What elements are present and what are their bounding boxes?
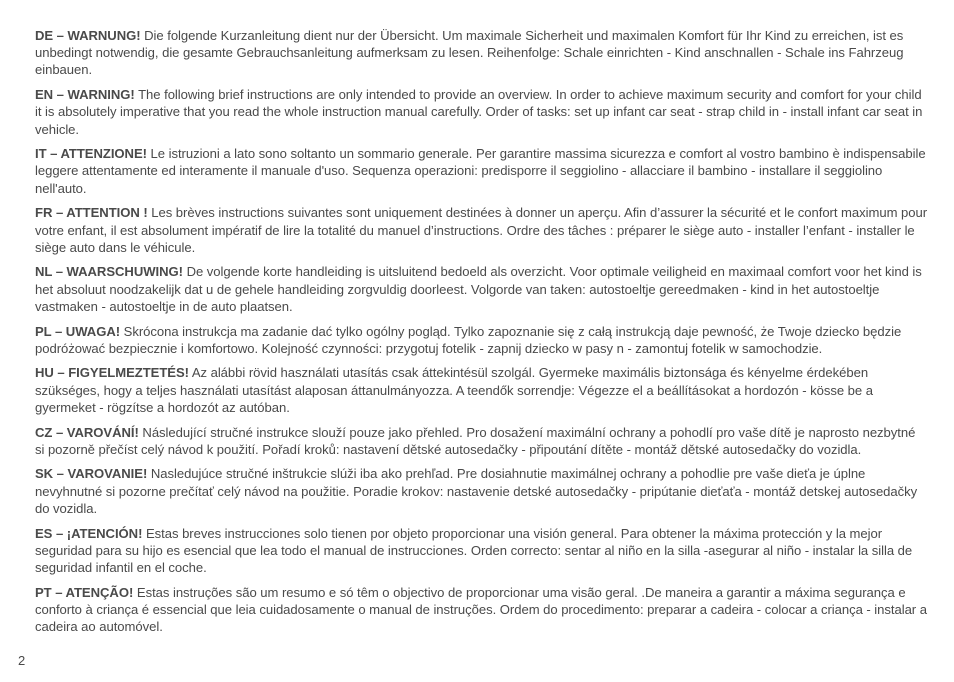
warning-text-de: Die folgende Kurzanleitung dient nur der Übersicht. Um maximale Sicherheit und maximalen Komfort für Ihr Kind zu erreichen, ist es unbedingt notwendig, die gesamte Gebrauchsanleitung aufmerksam zu lesen. Reihenfolge: Schale einrichten - Kind anschnallen - Schale ins Fahrzeug einbauen. <box>35 28 904 78</box>
page-number: 2 <box>18 653 26 668</box>
warning-heading-it: IT – ATTENZIONE! <box>35 146 147 162</box>
warning-section-pt <box>35 584 928 636</box>
instruction-page <box>35 27 928 643</box>
warning-heading-hu: HU – FIGYELMEZTETÉS! <box>35 365 189 381</box>
warning-heading-sk: SK – VAROVANIE! <box>35 466 148 482</box>
warning-section-en <box>35 86 928 138</box>
warning-section-hu <box>35 364 928 416</box>
warning-section-es <box>35 525 928 577</box>
warning-heading-pt: PT – ATENÇÃO! <box>35 584 134 600</box>
warning-section-sk <box>35 465 928 517</box>
warning-text-fr: Les brèves instructions suivantes sont uniquement destinées à donner un aperçu. Afin d’assurer la sécurité et le confort maximum pour votre enfant, il est absolument impératif de lire la totalité du manuel d’instructions. Ordre des tâches : préparer le siège auto - installer l’enfant - installer le siège auto dans le véhicule. <box>35 205 928 255</box>
warning-section-it <box>35 145 928 197</box>
warning-text-sk: Nasledujúce stručné inštrukcie slúži iba ako prehľad. Pre dosiahnutie maximálnej ochrany a pohodlie pre vaše dieťa je úplne nevyhnutné si pozorne prečítať celý návod na použitie. Poradie krokov: nastavenie detské autosedačky - pripútanie dieťaťa - montáž detskej autosedačky do vozidla. <box>35 466 918 516</box>
warning-heading-pl: PL – UWAGA! <box>35 323 121 339</box>
warning-text-pt: Estas instruções são um resumo e só têm o objectivo de proporcionar uma visão geral. .De maneira a garantir a máxima segurança e conforto à criança é essencial que leia cuidadosamente o manual de instruções. Ordem do procedimento: preparar a cadeira - colocar a criança - instalar a cadeira ao automóvel. <box>35 584 927 635</box>
warning-heading-fr: FR – ATTENTION ! <box>35 205 148 221</box>
warning-heading-nl: NL – WAARSCHUWING! <box>35 264 183 280</box>
warning-section-pl <box>35 323 928 357</box>
warning-heading-en: EN – WARNING! <box>35 87 135 103</box>
warning-text-it: Le istruzioni a lato sono soltanto un sommario generale. Per garantire massima sicurezza e comfort al vostro bambino è indispensabile leggere attentamente ed interamente il manuale d'uso. Sequenza operazioni: predisporre il seggiolino - allacciare il bambino - installare il seggiolino nell'auto. <box>35 146 926 196</box>
warning-section-cz <box>35 424 928 458</box>
warning-text-pl: Skrócona instrukcja ma zadanie dać tylko ogólny pogląd. Tylko zapoznanie się z całą instrukcją daje pewność, że Twoje dziecko będzie podróżować bezpiecznie i komfortowo. Kolejność czynności: przygotuj fotelik - zapnij dziecko w pasy n - zamontuj fotelik w samochodzie. <box>35 323 902 356</box>
warning-heading-es: ES – ¡ATENCIÓN! <box>35 525 143 541</box>
warning-text-nl: De volgende korte handleiding is uitsluitend bedoeld als overzicht. Voor optimale veiligheid en maximaal comfort voor het kind is het absoluut noodzakelijk dat u de gehele handleiding zorgvuldig doorleest. Volgorde van taken: autostoeltje gereedmaken - kind in het autostoeltje vastmaken - autostoeltje in de auto plaatsen. <box>35 264 922 314</box>
warning-section-fr <box>35 204 928 256</box>
warning-heading-cz: CZ – VAROVÁNÍ! <box>35 424 139 440</box>
warning-section-de <box>35 27 928 79</box>
warning-text-hu: Az alábbi rövid használati utasítás csak áttekintésül szolgál. Gyermeke maximális biztonsága és kényelme érdekében szükséges, hogy a teljes használati utasítást alaposan áttanulmányozza. A teendők sorrendje: Végezze el a beállításokat a hordozón - kösse be a gyermeket - rögzítse a hordozót az autóban. <box>35 365 873 415</box>
warning-heading-de: DE – WARNUNG! <box>35 28 141 43</box>
warning-text-es: Estas breves instrucciones solo tienen por objeto proporcionar una visión general. Para obtener la máxima protección y la mejor seguridad para su hijo es esencial que lea todo el manual de instrucciones. Orden correcto: sentar al niño en la silla -asegurar al niño - instalar la silla de seguridad infantil en el coche. <box>35 525 913 575</box>
warning-text-cz: Následující stručné instrukce slouží pouze jako přehled. Pro dosažení maximální ochrany a pohodlí pro vaše dítě je naprosto nezbytné si pozorně přečíst celý návod k použití. Pořadí kroků: nastavení dětské autosedačky - připoutání dítěte - montáž dětské autosedačky do vozidla. <box>35 424 916 457</box>
warning-text-en: The following brief instructions are only intended to provide an overview. In order to achieve maximum security and comfort for your child it is absolutely imperative that you read the whole instruction manual carefully. Order of tasks: set up infant car seat - strap child in - install infant car seat in vehicle. <box>35 87 923 137</box>
warning-section-nl <box>35 263 928 315</box>
